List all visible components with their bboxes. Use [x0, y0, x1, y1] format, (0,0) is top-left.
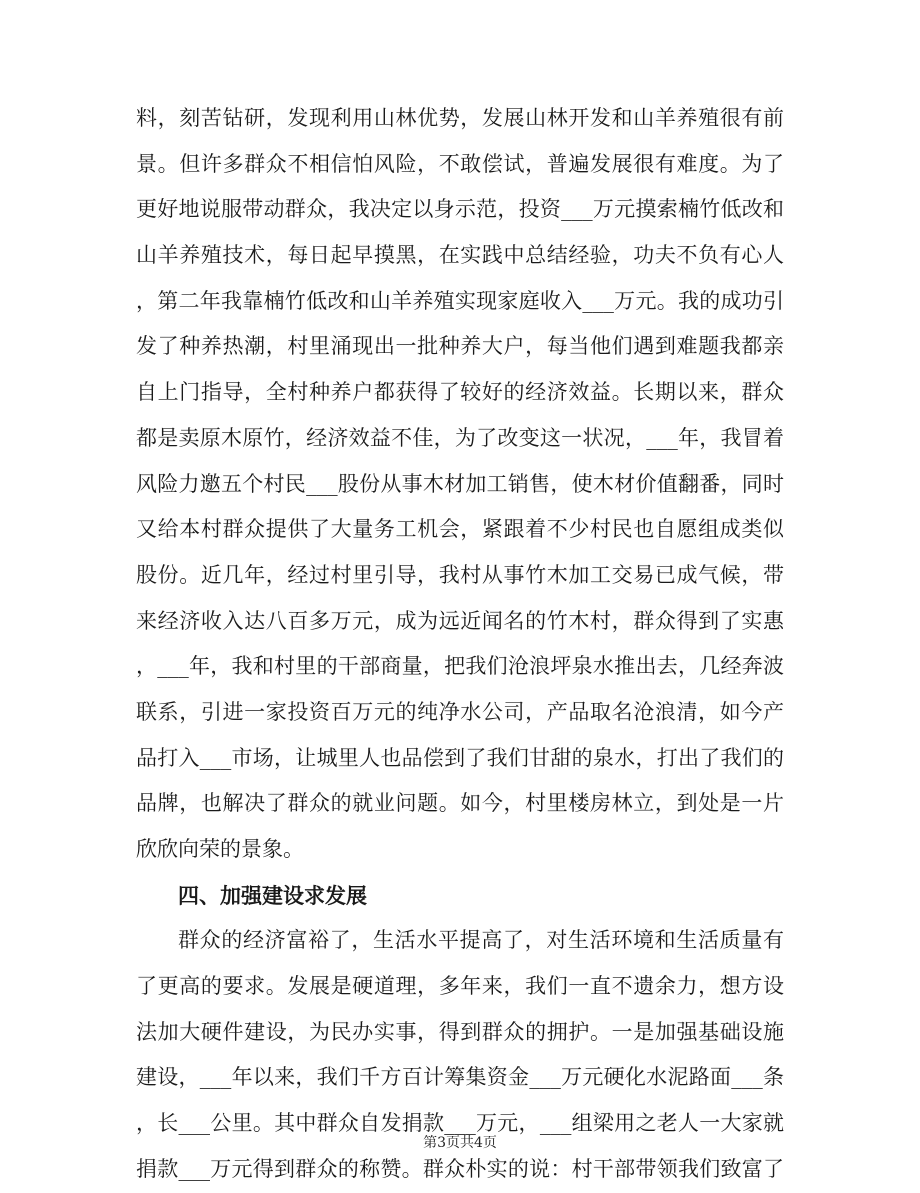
body-line: 品牌，也解决了群众的就业问题。如今，村里楼房林立，到处是一片: [136, 791, 784, 816]
body-line: ，第二年我靠楠竹低改和山羊养殖实现家庭收入___万元。我的成功引: [136, 288, 784, 313]
page-number: 第3页共4页: [423, 1135, 497, 1151]
body-line: 更好地说服带动群众，我决定以身示范，投资___万元摸索楠竹低改和: [136, 197, 784, 222]
body-line: 品打入___市场，让城里人也品偿到了我们甘甜的泉水，打出了我们的: [136, 745, 784, 770]
body-line: 了更高的要求。发展是硬道理，多年来，我们一直不遗余力，想方设: [136, 974, 784, 999]
body-line: 山羊养殖技术，每日起早摸黑，在实践中总结经验，功夫不负有心人: [136, 243, 784, 268]
body-line: 法加大硬件建设，为民办实事，得到群众的拥护。一是加强基础设施: [136, 1019, 784, 1044]
body-line: ，___年，我和村里的干部商量，把我们沧浪坪泉水推出去，几经奔波: [136, 654, 784, 679]
body-line: 风险力邀五个村民___股份从事木材加工销售，使木材价值翻番，同时: [136, 471, 784, 496]
body-line: 都是卖原木原竹，经济效益不佳，为了改变这一状况，___年，我冒着: [136, 425, 784, 450]
section-heading: 四、加强建设求发展: [178, 882, 367, 908]
body-line: 捐款___万元得到群众的称赞。群众朴实的说：村干部带领我们致富了: [136, 1156, 784, 1181]
body-line: 联系，引进一家投资百万元的纯净水公司，产品取名沧浪清，如今产: [136, 699, 784, 724]
body-line: 又给本村群众提供了大量务工机会，紧跟着不少村民也自愿组成类似: [136, 517, 784, 542]
body-line: 自上门指导，全村种养户都获得了较好的经济效益。长期以来，群众: [136, 380, 784, 405]
body-line: 欣欣向荣的景象。: [136, 837, 304, 861]
body-line: 发了种养热潮，村里涌现出一批种养大户，每当他们遇到难题我都亲: [136, 334, 784, 359]
body-line: 群众的经济富裕了，生活水平提高了，对生活环境和生活质量有: [178, 928, 784, 953]
body-line: 料，刻苦钻研，发现利用山林优势，发展山林开发和山羊养殖很有前: [136, 106, 784, 130]
body-line: 来经济收入达八百多万元，成为远近闻名的竹木村，群众得到了实惠: [136, 608, 784, 633]
body-line: ，长___公里。其中群众自发捐款___万元，___组梁用之老人一大家就: [136, 1111, 784, 1136]
document-body: [136, 96, 784, 1193]
body-line: 景。但许多群众不相信怕风险，不敢偿试，普遍发展很有难度。为了: [136, 151, 784, 176]
body-line: 建设，___年以来，我们千方百计筹集资金___万元硬化水泥路面___条: [136, 1065, 784, 1090]
body-line: 股份。近几年，经过村里引导，我村从事竹木加工交易已成气候，带: [136, 562, 784, 587]
